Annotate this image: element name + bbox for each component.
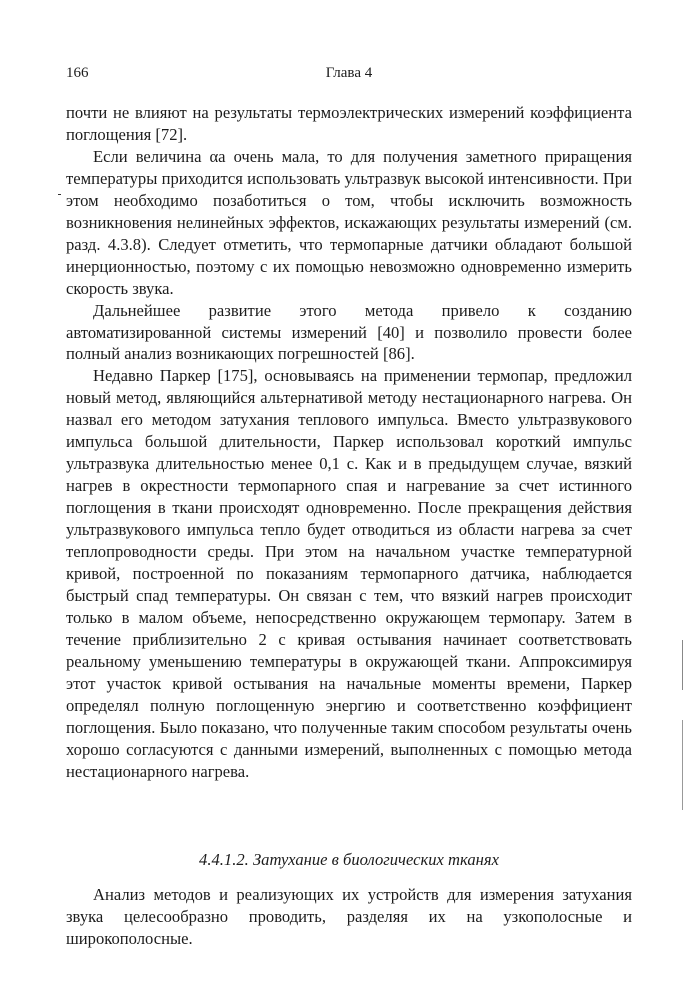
paragraph: Недавно Паркер [175], основываясь на применении термопар, предложил новый метод, являющийся альтернативой методу нестационарного нагрева. Он назвал его методом затухания теплового импульса. Вместо ультразвукового импульса большой длительности, Паркер использовал короткий импульс ультразвука длительностью менее 0,1 с. Как и в предыдущем случае, вязкий нагрев в окрестности термопарного спая и нагревание за счет истинного поглощения в ткани происходят одновременно. После прекращения действия ультразвукового импульса тепло будет отводиться из области нагрева за счет теплопроводности среды. При этом на начальном участке температурной кривой, построенной по показаниям термопарного датчика, наблюдается быстрый спад температуры. Он связан с тем, что вязкий нагрев происходит только в малом объеме, непосредственно окружающем термопару. Затем в течение приблизительно 2 с кривая остывания начинает соответствовать реальному уменьшению температуры в окружающей ткани. Аппроксимируя этот участок кривой остывания на начальные моменты времени, Паркер определял полную поглощенную энергию и соответственно коэффициент поглощения. Было показано, что полученные таким способом результаты очень хорошо согласуются с данными измерений, выполненных с помощью метода нестационарного нагрева. — [66, 366, 632, 781]
scan-speck — [682, 720, 683, 810]
running-header — [66, 63, 632, 83]
paragraph-continued: почти не влияют на результаты термоэлектрических измерений коэффициента поглощения [72]. — [66, 103, 632, 144]
paragraph: Если величина αa очень мала, то для получения заметного приращения температуры приходится использовать ультразвук высокой интенсивности. При этом необходимо позаботиться о том, чтобы исключить возможность возникновения нелинейных эффектов, искажающих результаты измерений (см. разд. 4.3.8). Следует отметить, что термопарные датчики обладают большой инерционностью, поэтому с их помощью невозможно одновременно измерить скорость звука. — [66, 146, 632, 298]
closing-text — [66, 884, 632, 950]
chapter-title: Глава 4 — [325, 65, 373, 81]
page-number: 166 — [66, 65, 89, 81]
paragraph: Дальнейшее развитие этого метода привело к созданию автоматизированной системы измерений [40] и позволило провести более полный анализ возникающих погрешностей [86]. — [66, 300, 632, 364]
section-heading: 4.4.1.2. Затухание в биологических тканях — [199, 850, 499, 869]
paragraph: Анализ методов и реализующих их устройств для измерения затухания звука целесообразно проводить, разделяя их на узкополосные и широкополосные. — [66, 885, 632, 948]
scan-speck — [682, 640, 683, 690]
body-text — [66, 102, 632, 783]
scan-speck — [58, 194, 61, 195]
